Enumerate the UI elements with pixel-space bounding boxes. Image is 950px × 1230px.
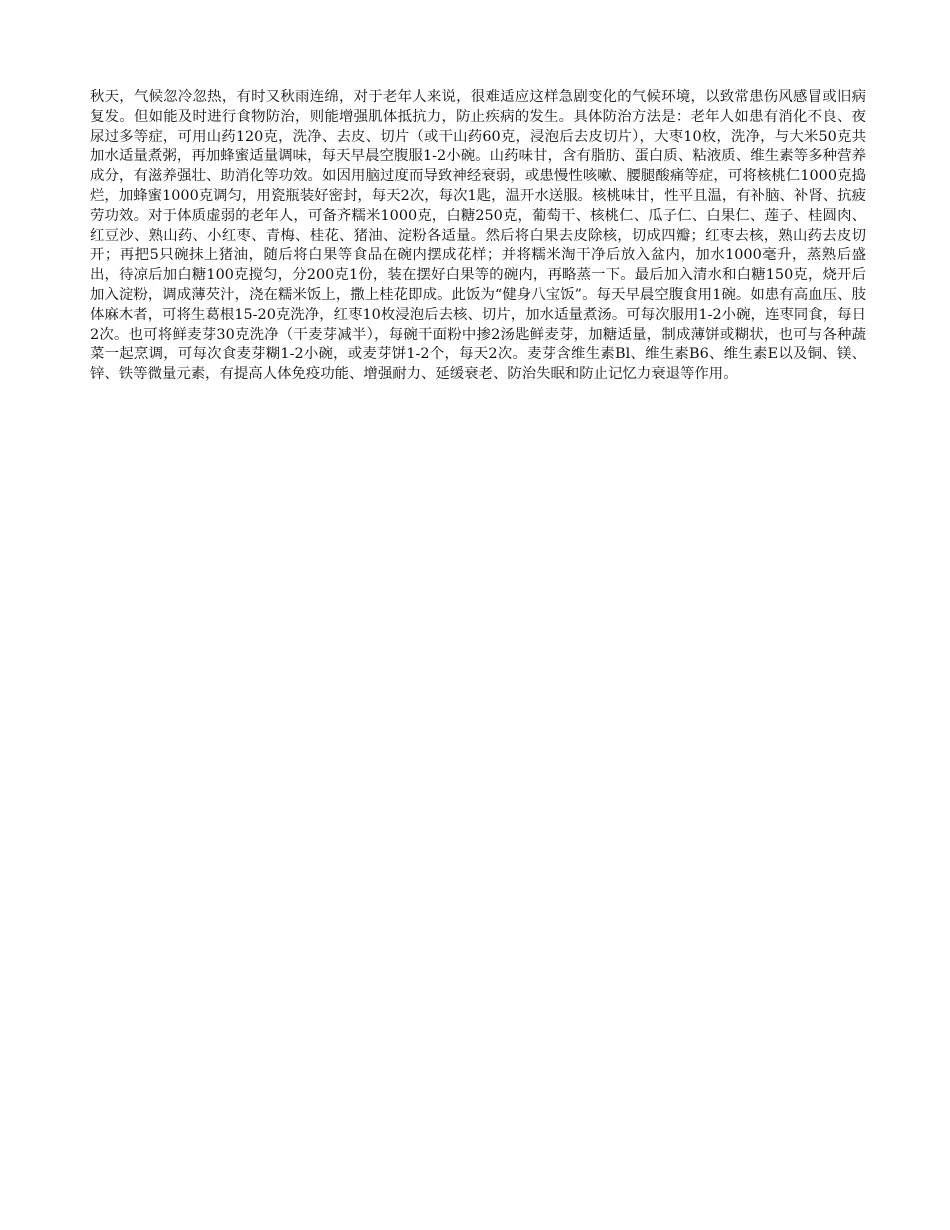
document-body [90, 88, 866, 385]
body-paragraph: 秋天，气候忽冷忽热，有时又秋雨连绵，对于老年人来说，很难适应这样急剧变化的气候环境，以致常患伤风感冒或旧病复发。但如能及时进行食物防治，则能增强肌体抵抗力，防止疾病的发生。具体防治方法是：老年人如患有消化不良、夜尿过多等症，可用山药120克，洗净、去皮、切片（或干山药60克，浸泡后去皮切片），大枣10枚，洗净，与大米50克共加水适量煮粥，再加蜂蜜适量调味，每天早晨空腹服1-2小碗。山药味甘，含有脂肪、蛋白质、粘液质、维生素等多种营养成分，有滋养强壮、助消化等功效。如因用脑过度而导致神经衰弱，或患慢性咳嗽、腰腿酸痛等症，可将核桃仁1000克捣烂，加蜂蜜1000克调匀，用瓷瓶装好密封，每天2次，每次1匙，温开水送服。核桃味甘，性平且温，有补脑、补肾、抗疲劳功效。对于体质虚弱的老年人，可备齐糯米1000克，白糖250克，葡萄干、核桃仁、瓜子仁、白果仁、莲子、桂圆肉、红豆沙、熟山药、小红枣、青梅、桂花、猪油、淀粉各适量。然后将白果去皮除核，切成四瓣；红枣去核，熟山药去皮切开；再把5只碗抹上猪油，随后将白果等食品在碗内摆成花样；并将糯米淘干净后放入盆内，加水1000毫升，蒸熟后盛出，待凉后加白糖100克搅匀，分200克1份，装在摆好白果等的碗内，再略蒸一下。最后加入清水和白糖150克，烧开后加入淀粉，调成薄芡汁，浇在糯米饭上，撒上桂花即成。此饭为“健身八宝饭”。每天早晨空腹食用1碗。如患有高血压、肢体麻木者，可将生葛根15-20克洗净，红枣10枚浸泡后去核、切片，加水适量煮汤。可每次服用1-2小碗，连枣同食，每日2次。也可将鲜麦芽30克洗净（干麦芽减半），每碗干面粉中掺2汤匙鲜麦芽，加糖适量，制成薄饼或糊状，也可与各种蔬菜一起烹调，可每次食麦芽糊1-2小碗，或麦芽饼1-2个，每天2次。麦芽含维生素Bl、维生素B6、维生素E以及铜、镁、锌、铁等微量元素，有提高人体免疫功能、增强耐力、延缓衰老、防治失眠和防止记忆力衰退等作用。 [90, 89, 866, 383]
